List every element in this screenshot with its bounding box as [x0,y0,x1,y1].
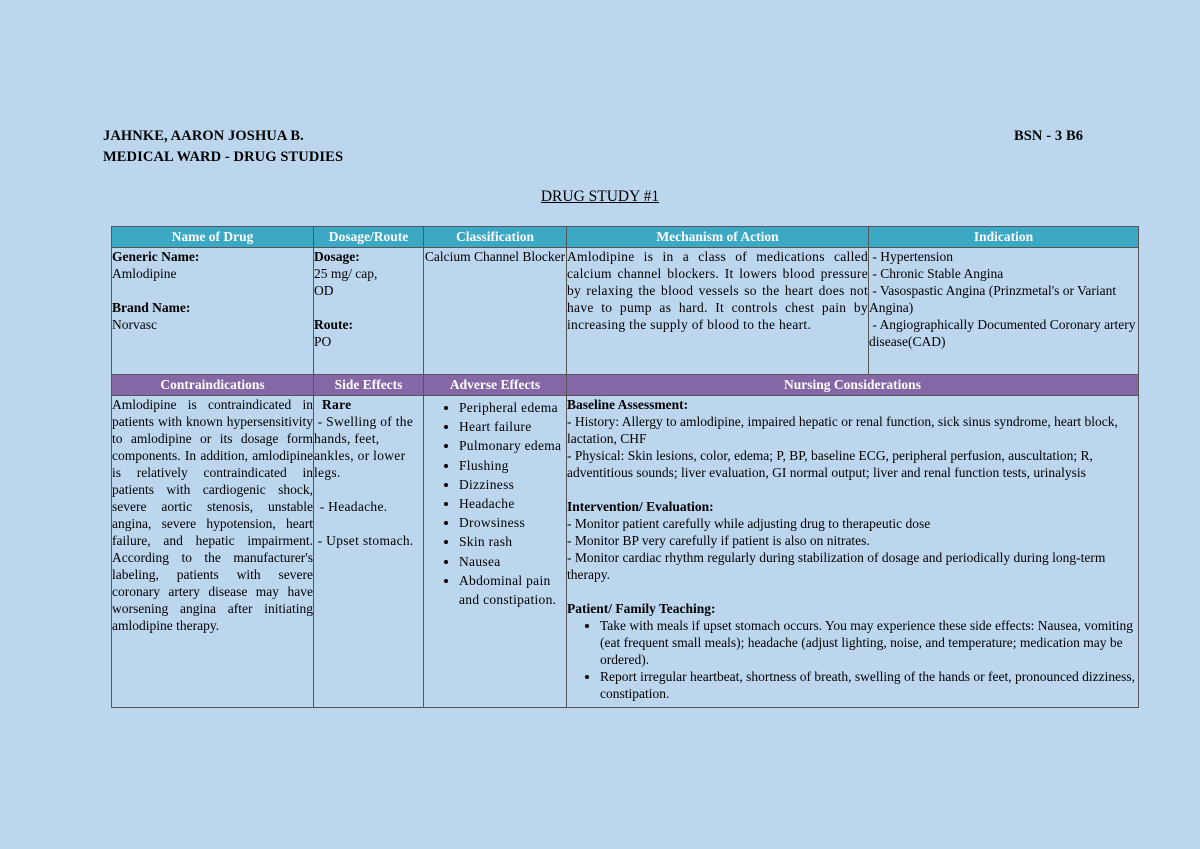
header-row-2 [112,375,1139,396]
mechanism-cell: Amlodipine is in a class of medications called calcium channel blockers. It lowers blood pressure by relaxing the blood vessels so the heart does not have to pump as hard. It controls chest pain by increasing the supply of blood to the heart. [567,248,869,375]
side-effect-item: - Headache. [316,499,388,514]
dosage-route-cell [314,248,424,375]
side-effect-item: - Upset stomach. [314,533,414,548]
indication-item: - Hypertension [869,249,953,264]
brand-name-label: Brand Name: [112,300,191,315]
col-header-mechanism: Mechanism of Action [567,227,869,248]
adverse-effect-item: • Nausea [459,552,566,571]
section-label: BSN - 3 B6 [1014,128,1084,144]
student-name: JAHNKE, AARON JOSHUA B. [103,128,304,144]
adverse-effect-item: • Drowsiness [459,513,566,532]
dosage-value: 25 mg/ cap, [314,266,378,281]
adverse-effect-item: • Abdominal pain and constipation. [459,571,566,609]
adverse-effect-item: • Skin rash [459,532,566,551]
adverse-effect-item: • Dizziness [459,475,566,494]
route-value: PO [314,334,332,349]
indication-item: - Chronic Stable Angina [869,266,1004,281]
route-label: Route: [314,317,353,332]
adverse-effect-item: • Peripheral edema [459,398,566,417]
generic-name-label: Generic Name: [112,249,200,264]
dosage-label: Dosage: [314,249,360,264]
dosage-frequency: OD [314,283,334,298]
side-effects-cell [314,396,424,708]
col-header-adverse-effects: Adverse Effects [424,375,567,396]
adverse-effect-item: • Pulmonary edema [459,436,566,455]
side-effect-item: - Swelling of the hands, feet, ankles, or lower legs. [314,414,417,480]
adverse-effects-list [424,398,566,609]
drug-study-title: DRUG STUDY #1 [540,188,660,205]
intervention-label: Intervention/ Evaluation: [567,499,714,514]
drug-name-cell [112,248,314,375]
intervention-item: - Monitor BP very carefully if patient is also on nitrates. [567,533,870,548]
nursing-considerations-cell [567,396,1139,708]
col-header-contraindications: Contraindications [112,375,314,396]
adverse-effect-item: • Heart failure [459,417,566,436]
indication-cell [869,248,1139,375]
drug-study-table [111,226,1139,708]
side-effects-label: Rare [322,397,352,412]
col-header-dosage-route: Dosage/Route [314,227,424,248]
teaching-list [567,617,1138,702]
physical-text: - Physical: Skin lesions, color, edema; P, BP, baseline ECG, peripheral perfusion, auscultation; R, adventitious sounds; liver evaluation, GI normal output; liver and renal function tests, urinalysis [567,448,1093,480]
teaching-label: Patient/ Family Teaching: [567,601,716,616]
baseline-assessment-label: Baseline Assessment: [567,397,689,412]
history-text: - History: Allergy to amlodipine, impaired hepatic or renal function, sick sinus syndrome, heart block, lactation, CHF [567,414,1118,446]
classification-cell: Calcium Channel Blocker [424,248,567,375]
col-header-name-of-drug: Name of Drug [112,227,314,248]
intervention-item: - Monitor cardiac rhythm regularly during stabilization of dosage and periodically during long-term therapy. [567,550,1106,582]
indication-item: - Angiographically Documented Coronary artery disease(CAD) [869,317,1139,349]
indication-item: - Vasospastic Angina (Prinzmetal's or Variant Angina) [869,283,1119,315]
col-header-nursing-considerations: Nursing Considerations [567,375,1139,396]
brand-name: Norvasc [112,317,157,332]
teaching-item: • Report irregular heartbeat, shortness of breath, swelling of the hands or feet, pronounced dizziness, constipation. [600,668,1138,702]
intervention-item: - Monitor patient carefully while adjusting drug to therapeutic dose [567,516,931,531]
adverse-effect-item: • Flushing [459,456,566,475]
adverse-effects-cell [424,396,567,708]
drug-info-row [112,248,1139,375]
generic-name: Amlodipine [112,266,177,281]
ward-title: MEDICAL WARD - DRUG STUDIES [103,149,344,165]
teaching-item: • Take with meals if upset stomach occurs. You may experience these side effects: Nausea, vomiting (eat frequent small meals); headache (adjust lighting, noise, and temperature; medication may be ordered). [600,617,1138,668]
col-header-classification: Classification [424,227,567,248]
header-row-1 [112,227,1139,248]
col-header-indication: Indication [869,227,1139,248]
contraindications-cell: Amlodipine is contraindicated in patients with known hypersensitivity to amlodipine or its dosage form components. In addition, amlodipine is relatively contraindicated in patients with cardiogenic shock, severe aortic stenosis, unstable angina, severe hypotension, heart failure, and hepatic impairment. According to the manufacturer's labeling, patients with severe coronary artery disease may have worsening angina after initiating amlodipine therapy. [112,396,314,708]
adverse-effect-item: • Headache [459,494,566,513]
col-header-side-effects: Side Effects [314,375,424,396]
effects-row [112,396,1139,708]
